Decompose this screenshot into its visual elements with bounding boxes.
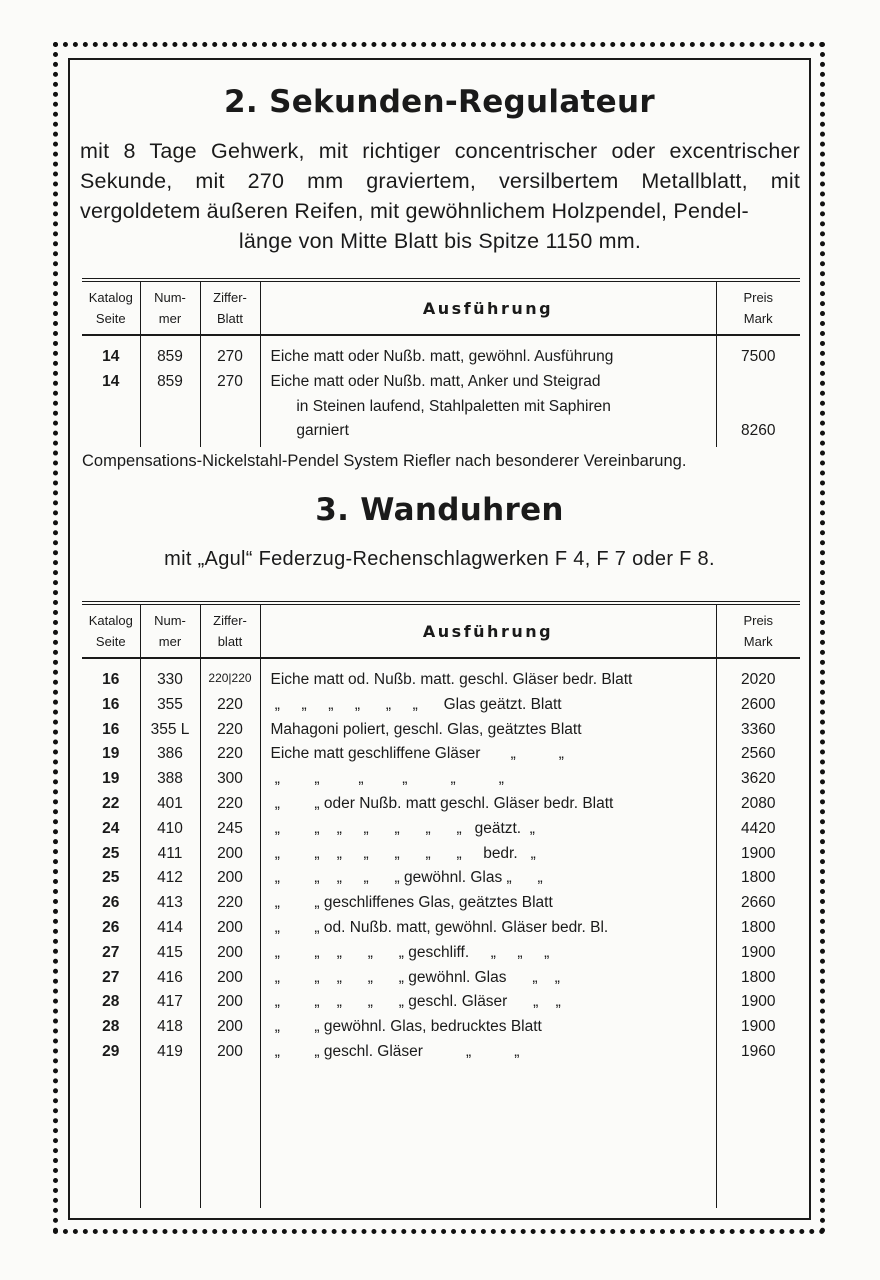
section3-subtitle: mit „Agul“ Federzug-Rechenschlagwerken F 4, F 7 oder F 8. <box>164 548 715 570</box>
table-header-row <box>82 603 800 658</box>
cell-ausfuehrung: Mahagoni poliert, geschl. Glas, geätztes Blatt <box>260 721 716 746</box>
table-row <box>82 820 800 845</box>
cell-preis: 2560 <box>741 745 776 763</box>
section2-intro-last-line: länge von Mitte Blatt bis Spitze 1150 mm. <box>238 229 642 253</box>
cell-katalog-seite: 24 <box>82 820 140 845</box>
cell-nummer: 411 <box>140 845 200 870</box>
cell-zifferblatt: 270 <box>200 373 260 398</box>
cell-nummer: 412 <box>140 869 200 894</box>
cell-zifferblatt: 200 <box>200 969 260 994</box>
cell-katalog-seite: 26 <box>82 894 140 919</box>
cell-katalog-seite: 16 <box>82 721 140 746</box>
cell-ausfuehrung: „ „ „ „ „ gewöhnl. Glas „ „ <box>260 869 716 894</box>
cell-katalog-seite: 29 <box>82 1043 140 1068</box>
cell-katalog-seite: 25 <box>82 845 140 870</box>
cell-katalog-seite: 26 <box>82 919 140 944</box>
cell-katalog-seite: 16 <box>82 696 140 721</box>
cell-ausfuehrung: „ „ „ „ „ „ „ bedr. „ <box>260 845 716 870</box>
header-katalog-seite: Katalog Seite <box>82 280 140 335</box>
cell-katalog-seite: 14 <box>82 373 140 398</box>
header-nummer: Num- mer <box>140 603 200 658</box>
table-header-row <box>82 280 800 335</box>
cell-katalog-seite: 14 <box>82 348 140 373</box>
cell-nummer: 859 <box>140 348 200 373</box>
cell-ausfuehrung: „ „ gewöhnl. Glas, bedrucktes Blatt <box>260 1018 716 1043</box>
cell-katalog-seite: 16 <box>82 671 140 696</box>
cell-katalog-seite: 22 <box>82 795 140 820</box>
cell-zifferblatt: 220 <box>200 795 260 820</box>
header-preis-mark: Preis Mark <box>716 280 800 335</box>
cell-preis: 2020 <box>741 671 776 688</box>
cell-nummer: 417 <box>140 993 200 1018</box>
section2-title: 2. Sekunden-Regulateur <box>224 84 655 120</box>
table-row <box>82 919 800 944</box>
cell-ausfuehrung: „ „ od. Nußb. matt, gewöhnl. Gläser bedr. Bl. <box>260 919 716 944</box>
cell-ausfuehrung: Eiche matt od. Nußb. matt. geschl. Gläser bedr. Blatt <box>260 671 716 696</box>
cell-ausfuehrung: Eiche matt oder Nußb. matt, Anker und Steigrad <box>260 373 716 398</box>
cell-ausfuehrung: „ „ „ „ „ gewöhnl. Glas „ „ <box>260 969 716 994</box>
header-zifferblatt: Ziffer- blatt <box>200 603 260 658</box>
table-row <box>82 869 800 894</box>
cell-nummer <box>140 398 200 423</box>
cell-preis: 8260 <box>741 422 776 440</box>
cell-nummer: 386 <box>140 745 200 770</box>
cell-zifferblatt: 245 <box>200 820 260 845</box>
table-row <box>82 770 800 795</box>
header-ausfuehrung: Ausführung <box>260 603 716 658</box>
table-row <box>82 1018 800 1043</box>
cell-zifferblatt: 220|220 <box>200 671 260 696</box>
section3-table <box>82 601 800 1208</box>
cell-ausfuehrung: garniert <box>260 422 716 447</box>
section3-title: 3. Wanduhren <box>315 492 564 528</box>
cell-katalog-seite <box>82 398 140 423</box>
cell-nummer <box>140 422 200 447</box>
table-row <box>82 745 800 770</box>
cell-katalog-seite: 28 <box>82 1018 140 1043</box>
cell-ausfuehrung: „ „ „ „ „ „ Glas geätzt. Blatt <box>260 696 716 721</box>
cell-zifferblatt: 220 <box>200 721 260 746</box>
cell-preis: 1900 <box>741 1018 776 1036</box>
cell-nummer: 355 <box>140 696 200 721</box>
cell-preis: 3620 <box>741 770 776 788</box>
cell-preis: 1960 <box>741 1042 776 1060</box>
cell-katalog-seite <box>82 422 140 447</box>
table-row <box>82 348 800 373</box>
cell-nummer: 410 <box>140 820 200 845</box>
table-row <box>82 696 800 721</box>
cell-preis <box>716 398 800 423</box>
cell-preis: 1800 <box>741 968 776 986</box>
header-katalog-seite: Katalog Seite <box>82 603 140 658</box>
cell-katalog-seite: 27 <box>82 944 140 969</box>
cell-preis <box>716 373 800 398</box>
cell-katalog-seite: 28 <box>82 993 140 1018</box>
cell-katalog-seite: 27 <box>82 969 140 994</box>
cell-zifferblatt: 200 <box>200 1043 260 1068</box>
cell-ausfuehrung: „ „ oder Nußb. matt geschl. Gläser bedr. Blatt <box>260 795 716 820</box>
cell-zifferblatt: 220 <box>200 696 260 721</box>
cell-zifferblatt: 220 <box>200 894 260 919</box>
cell-zifferblatt: 270 <box>200 348 260 373</box>
cell-preis: 1900 <box>741 844 776 862</box>
header-nummer: Num- mer <box>140 280 200 335</box>
table-row <box>82 1043 800 1068</box>
table-row <box>82 795 800 820</box>
cell-zifferblatt: 200 <box>200 993 260 1018</box>
cell-preis: 1900 <box>741 943 776 961</box>
cell-ausfuehrung: „ „ geschl. Gläser „ „ <box>260 1043 716 1068</box>
cell-nummer: 419 <box>140 1043 200 1068</box>
cell-ausfuehrung: Eiche matt oder Nußb. matt, gewöhnl. Ausführung <box>260 348 716 373</box>
cell-ausfuehrung: Eiche matt geschliffene Gläser „ „ <box>260 745 716 770</box>
cell-katalog-seite: 19 <box>82 770 140 795</box>
cell-nummer: 416 <box>140 969 200 994</box>
cell-zifferblatt <box>200 398 260 423</box>
table-row <box>82 894 800 919</box>
empty-table-space <box>82 1068 800 1208</box>
cell-zifferblatt: 200 <box>200 944 260 969</box>
cell-nummer: 859 <box>140 373 200 398</box>
cell-nummer: 418 <box>140 1018 200 1043</box>
cell-nummer: 401 <box>140 795 200 820</box>
cell-zifferblatt: 200 <box>200 869 260 894</box>
table-row <box>82 373 800 398</box>
cell-ausfuehrung: „ „ „ „ „ „ „ geätzt. „ <box>260 820 716 845</box>
cell-preis: 7500 <box>741 348 776 365</box>
table-row <box>82 422 800 447</box>
table-row <box>82 969 800 994</box>
cell-zifferblatt: 200 <box>200 845 260 870</box>
cell-preis: 2080 <box>741 794 776 812</box>
cell-nummer: 388 <box>140 770 200 795</box>
header-preis-mark: Preis Mark <box>716 603 800 658</box>
cell-zifferblatt: 300 <box>200 770 260 795</box>
cell-preis: 4420 <box>741 819 776 837</box>
header-ausfuehrung: Ausführung <box>260 280 716 335</box>
cell-ausfuehrung: in Steinen laufend, Stahlpaletten mit Saphiren <box>260 398 716 423</box>
table-row <box>82 721 800 746</box>
table-row <box>82 845 800 870</box>
cell-zifferblatt: 200 <box>200 1018 260 1043</box>
cell-katalog-seite: 19 <box>82 745 140 770</box>
cell-ausfuehrung: „ „ „ „ „ geschliff. „ „ „ <box>260 944 716 969</box>
cell-preis: 2660 <box>741 894 776 912</box>
cell-preis: 1800 <box>741 869 776 887</box>
table-row <box>82 398 800 423</box>
cell-zifferblatt <box>200 422 260 447</box>
table-row <box>82 671 800 696</box>
cell-ausfuehrung: „ „ „ „ „ geschl. Gläser „ „ <box>260 993 716 1018</box>
section2-table <box>82 278 800 447</box>
cell-nummer: 355 L <box>140 721 200 746</box>
cell-preis: 1900 <box>741 993 776 1011</box>
section2-intro-text: mit 8 Tage Gehwerk, mit richtiger concentrischer oder excentrischer Sekunde, mit 270 mm graviertem, versilbertem Metallblatt, mit vergoldetem äußeren Reifen, mit gewöhnlichem Holzpendel, Pendel- <box>80 139 800 223</box>
cell-ausfuehrung: „ „ geschliffenes Glas, geätztes Blatt <box>260 894 716 919</box>
section2-intro <box>80 136 800 256</box>
cell-preis: 2600 <box>741 695 776 713</box>
cell-zifferblatt: 200 <box>200 919 260 944</box>
cell-nummer: 415 <box>140 944 200 969</box>
table-row <box>82 944 800 969</box>
cell-zifferblatt: 220 <box>200 745 260 770</box>
cell-nummer: 413 <box>140 894 200 919</box>
cell-katalog-seite: 25 <box>82 869 140 894</box>
cell-nummer: 330 <box>140 671 200 696</box>
table-row <box>82 993 800 1018</box>
cell-ausfuehrung: „ „ „ „ „ „ <box>260 770 716 795</box>
cell-preis: 1800 <box>741 918 776 936</box>
header-zifferblatt: Ziffer- Blatt <box>200 280 260 335</box>
section2-note: Compensations-Nickelstahl-Pendel System Riefler nach besonderer Vereinbarung. <box>82 452 687 470</box>
cell-nummer: 414 <box>140 919 200 944</box>
cell-preis: 3360 <box>741 720 776 738</box>
